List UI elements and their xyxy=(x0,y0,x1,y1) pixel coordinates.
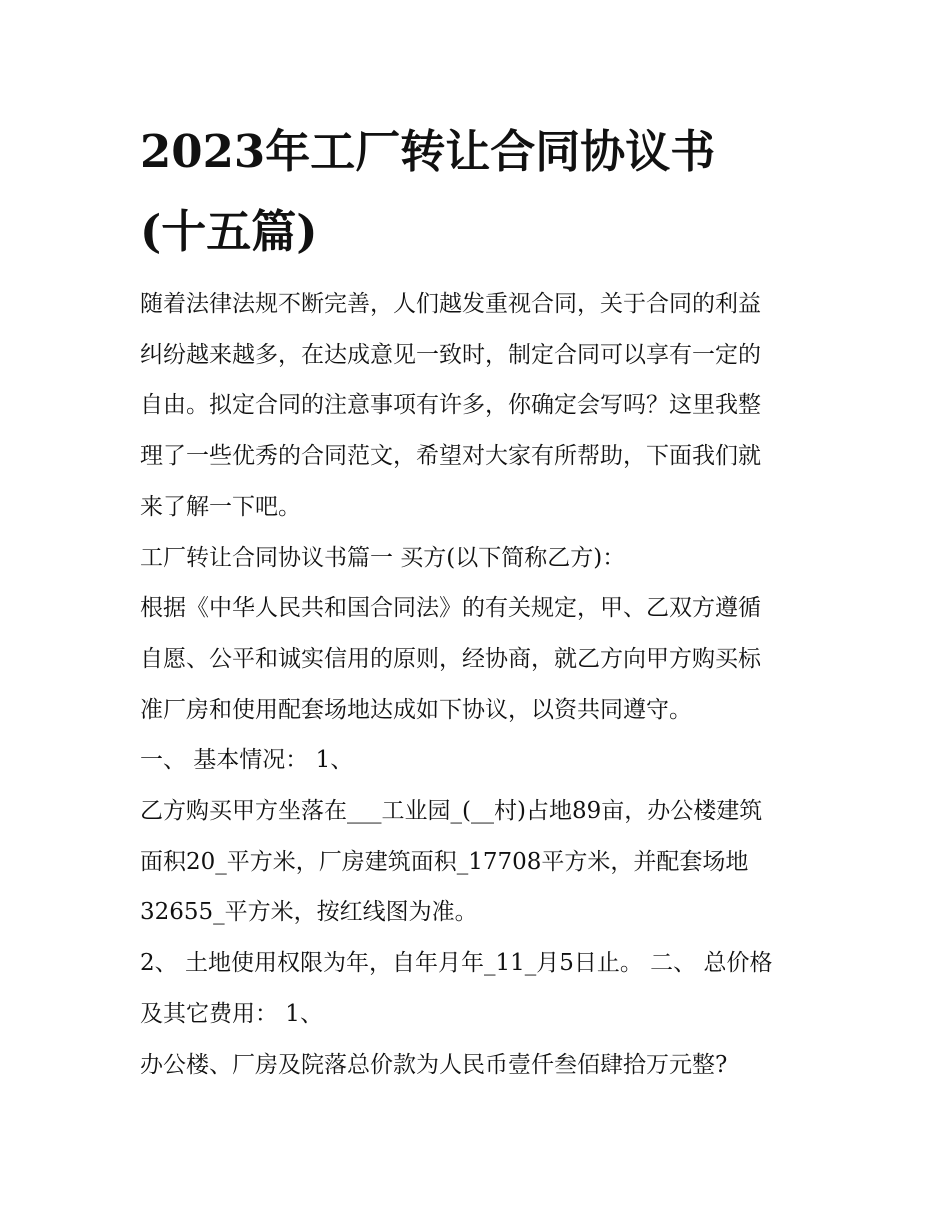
body-line: 自由。拟定合同的注意事项有许多，你确定会写吗？这里我整 xyxy=(140,392,761,419)
body-line: 乙方购买甲方坐落在___工业园_(__村)占地89亩，办公楼建筑 xyxy=(140,798,763,825)
body-line: 纠纷越来越多，在达成意见一致时，制定合同可以享有一定的 xyxy=(140,341,761,368)
body-line: 及其它费用： 1、 xyxy=(140,1000,323,1027)
body-line: 自愿、公平和诚实信用的原则，经协商，就乙方向甲方购买标 xyxy=(140,645,761,672)
body-line: 准厂房和使用配套场地达成如下协议，以资共同遵守。 xyxy=(140,696,692,723)
title-line: 2023年工厂转让合同协议书 xyxy=(140,125,716,178)
body-line: 办公楼、厂房及院落总价款为人民币壹仟叁佰肆拾万元整? xyxy=(140,1051,728,1078)
title-line: (十五篇) xyxy=(140,205,318,258)
body-line: 来了解一下吧。 xyxy=(140,493,301,520)
body-line: 根据《中华人民共和国合同法》的有关规定，甲、乙双方遵循 xyxy=(140,595,761,622)
section-heading-line: 工厂转让合同协议书篇一 买方(以下简称乙方)： xyxy=(140,544,626,571)
document-title xyxy=(140,112,840,272)
body-line: 随着法律法规不断完善，人们越发重视合同，关于合同的利益 xyxy=(140,291,761,317)
body-line: 理了一些优秀的合同范文，希望对大家有所帮助，下面我们就 xyxy=(140,443,761,470)
document-body xyxy=(140,279,830,1090)
body-line: 32655_平方米，按红线图为准。 xyxy=(140,899,478,926)
clause-heading-line: 一、 基本情况： 1、 xyxy=(140,747,354,774)
body-line: 2、 土地使用权限为年，自年月年_11_月5日止。 二、 总价格 xyxy=(140,950,773,977)
body-line: 面积20_平方米，厂房建筑面积_17708平方米，并配套场地 xyxy=(140,848,749,875)
